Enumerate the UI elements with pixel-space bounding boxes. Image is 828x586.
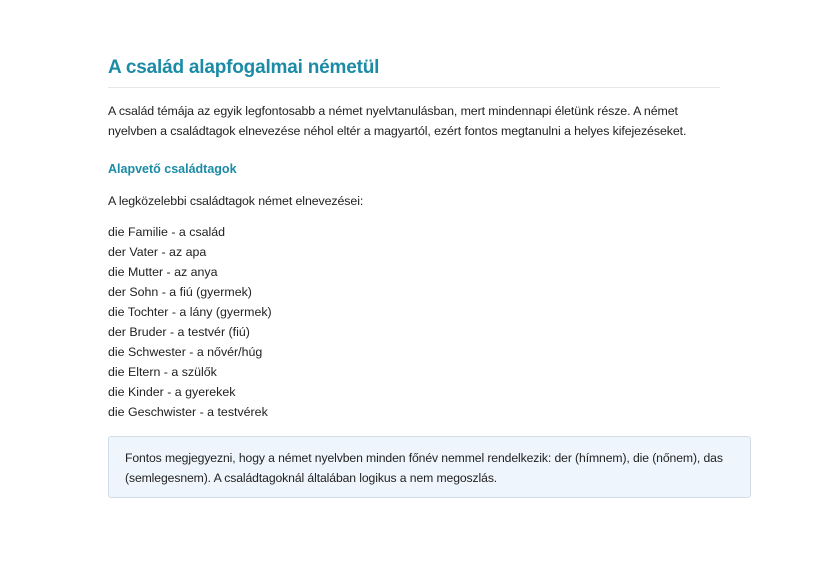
note-box bbox=[108, 436, 751, 498]
title-divider bbox=[108, 87, 720, 88]
intro-paragraph: A család témája az egyik legfontosabb a német nyelvtanulásban, mert mindennapi életünk része. A német nyelvben a családtagok elnevezése néhol eltér a magyartól, ezért fontos megtanulni a helyes kifejezéseket. bbox=[108, 104, 687, 138]
vocabulary-list bbox=[108, 222, 722, 422]
page-title: A család alapfogalmai németül bbox=[108, 57, 380, 78]
note-text: Fontos megjegyezni, hogy a német nyelvben minden főnév nemmel rendelkezik: der (hímnem), die (nőnem), das (semlegesnem). A családtagoknál általában logikus a nem megoszlás. bbox=[125, 451, 723, 485]
article bbox=[108, 54, 722, 422]
list-item: der Vater - az apa bbox=[108, 245, 207, 259]
list-item: die Tochter - a lány (gyermek) bbox=[108, 305, 272, 319]
list-item: die Kinder - a gyerekek bbox=[108, 385, 236, 399]
list-item: die Mutter - az anya bbox=[108, 265, 218, 279]
list-item: der Bruder - a testvér (fiú) bbox=[108, 325, 250, 339]
section-lead: A legközelebbi családtagok német elnevezései: bbox=[108, 194, 364, 208]
list-item: der Sohn - a fiú (gyermek) bbox=[108, 285, 252, 299]
list-item: die Schwester - a nővér/húg bbox=[108, 345, 263, 359]
list-item: die Familie - a család bbox=[108, 225, 226, 239]
list-item: die Eltern - a szülők bbox=[108, 365, 217, 379]
section-heading: Alapvető családtagok bbox=[108, 162, 237, 176]
list-item: die Geschwister - a testvérek bbox=[108, 405, 268, 419]
